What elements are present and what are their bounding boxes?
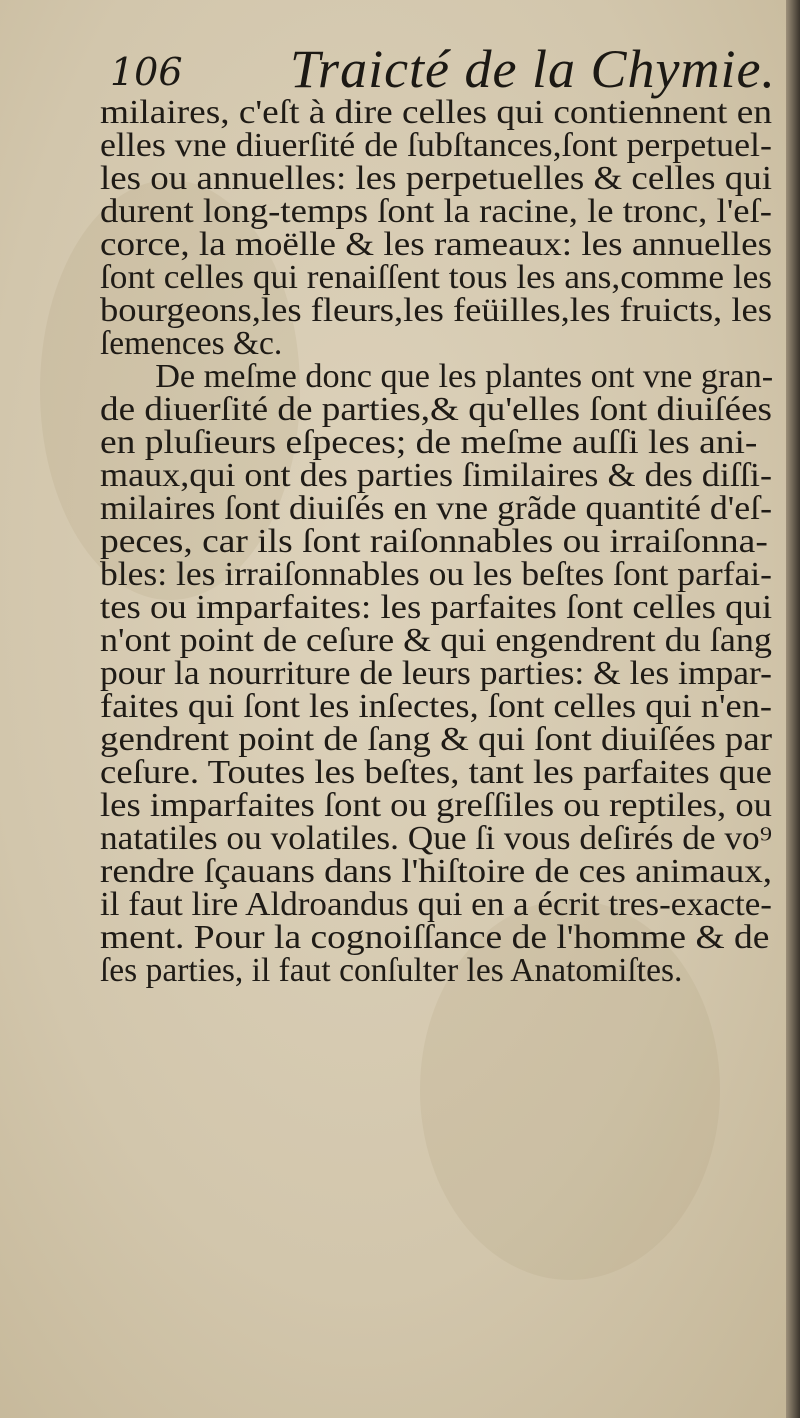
text-line: durent long-temps ſont la racine, le tronc, l'eſ- (100, 193, 773, 230)
page-number: 106 (110, 50, 183, 94)
text-line: bles: les irraiſonnables ou les beſtes ſont parfai- (100, 556, 772, 593)
text-line: milaires, c'eſt à dire celles qui contiennent en (100, 94, 772, 131)
text-line: ſes parties, il faut conſulter les Anatomiſtes. (100, 952, 683, 989)
paragraph-start-line: De meſme donc que les plantes ont vne gran- (155, 358, 774, 395)
text-line: de diuerſité de parties,& qu'elles ſont diuiſées (100, 391, 773, 428)
text-line: les imparfaites ſont ou greſſiles ou reptiles, ou (100, 787, 772, 824)
text-line: en pluſieurs eſpeces; de meſme auſſi les ani- (100, 424, 758, 461)
text-line: milaires ſont diuiſés en vne grãde quantité d'eſ- (100, 490, 773, 527)
text-line: il faut lire Aldroandus qui en a écrit tres-exacte- (100, 886, 772, 923)
text-line: peces, car ils ſont raiſonnables ou irraiſonna- (100, 523, 768, 560)
text-line: maux,qui ont des parties ſimilaires & des diſſi- (100, 457, 772, 494)
text-line: ment. Pour la cognoiſſance de l'homme & de (100, 919, 770, 956)
running-title: Traicté de la Chymie. (290, 39, 776, 99)
text-line: pour la nourriture de leurs parties: & les impar- (100, 655, 772, 692)
text-line: tes ou imparfaites: les parfaites ſont celles qui (100, 589, 773, 626)
text-line: les ou annuelles: les perpetuelles & celles qui (100, 160, 772, 197)
text-line: n'ont point de ceſure & qui engendrent du ſang (100, 622, 772, 659)
text-line: faites qui ſont les inſectes, ſont celles qui n'en- (100, 688, 772, 725)
text-line: ceſure. Toutes les beſtes, tant les parfaites que (100, 754, 773, 791)
text-line: corce, la moëlle & les rameaux: les annuelles (100, 226, 773, 263)
text-line: ſemences &c. (100, 325, 283, 362)
text-line: natatiles ou volatiles. Que ſi vous deſirés de vo⁹ (100, 820, 772, 857)
text-line: elles vne diuerſité de ſubſtances,ſont perpetuel- (100, 127, 772, 164)
text-line: bourgeons,les fleurs,les feüilles,les fruicts, les (100, 292, 773, 329)
text-line: ſont celles qui renaiſſent tous les ans,comme les (100, 259, 773, 296)
body-text (100, 96, 772, 987)
text-line: rendre ſçauans dans l'hiſtoire de ces animaux, (100, 853, 773, 890)
text-line: gendrent point de ſang & qui ſont diuiſées par (100, 721, 773, 758)
